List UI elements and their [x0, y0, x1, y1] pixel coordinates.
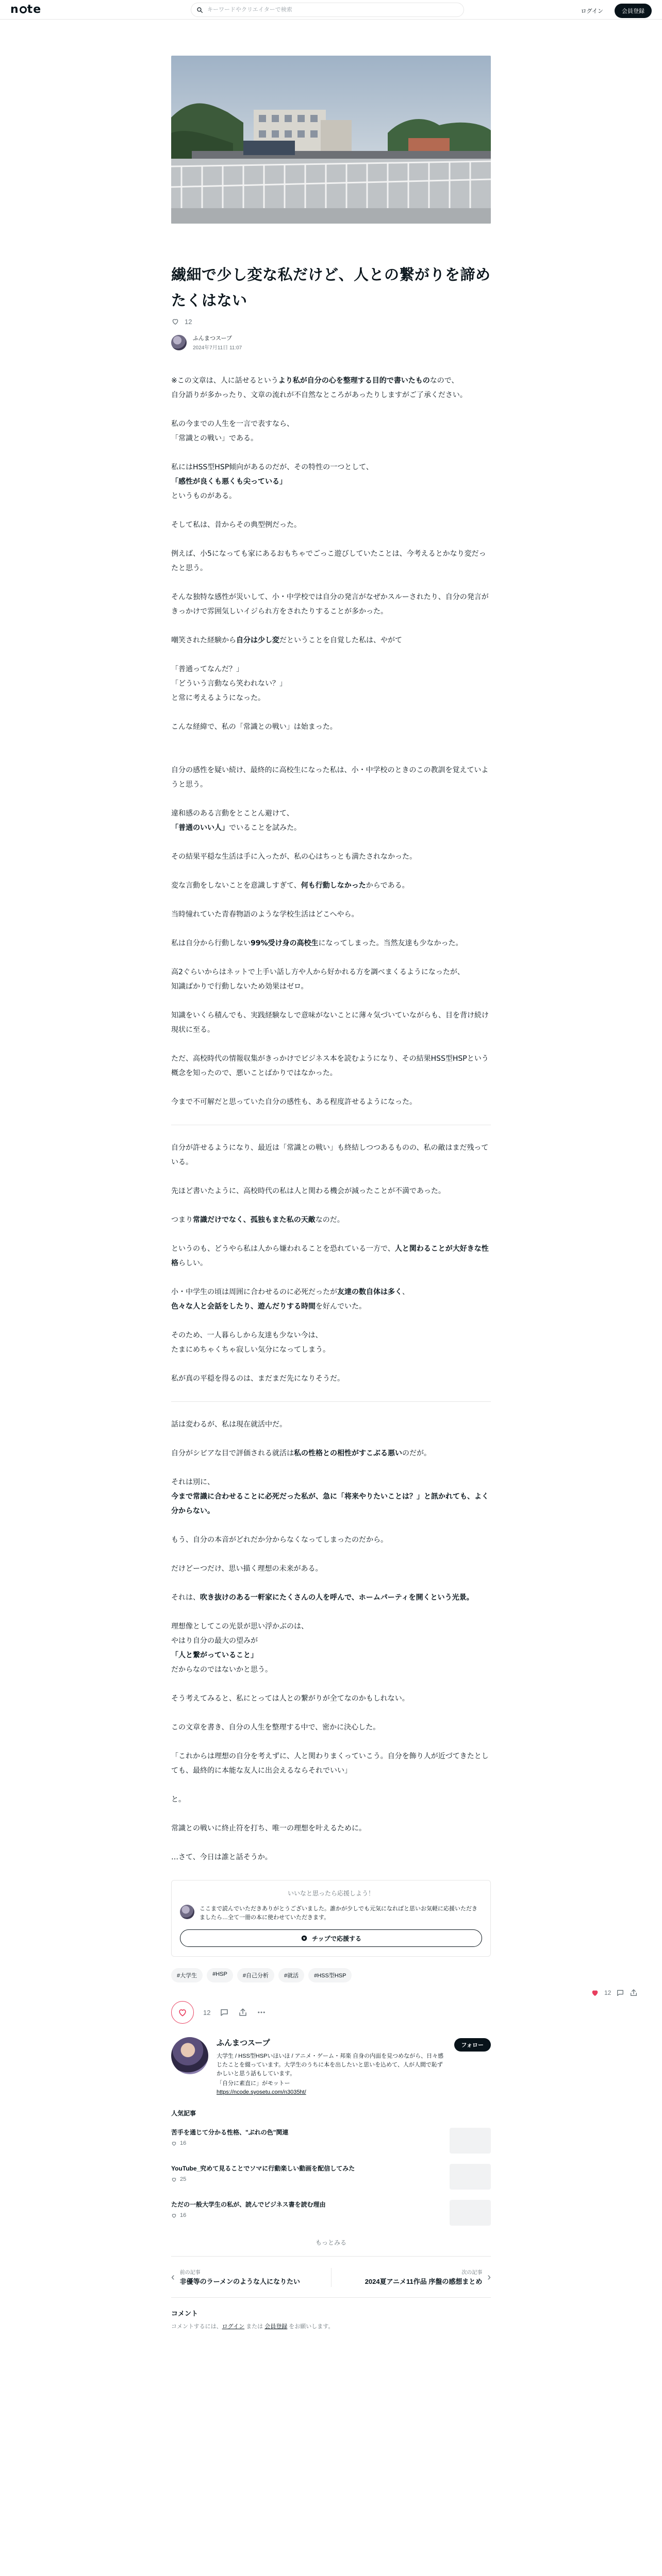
creator-bio-motto: 「自分に素直に」がモットー [217, 2080, 290, 2087]
body-text: 高2ぐらいからはネットで上手い話し方や人から好かれる方を調べまくるようになったが、 [171, 968, 465, 976]
body-text: 話は変わるが、私は現在就活中だ。 [171, 1420, 287, 1429]
body-text: 自分語りが多かったり、文章の流れが不自然なところがあったりしますがご了承ください。 [171, 391, 467, 399]
comment-prompt-pre: コメントするには、 [171, 2324, 222, 2330]
creator-avatar[interactable] [171, 2037, 208, 2074]
prev-article-link[interactable] [171, 2268, 331, 2287]
body-text: そして私は、昔からその典型例だった。 [171, 521, 301, 529]
body-paragraph [171, 1242, 491, 1270]
body-paragraph [171, 965, 491, 979]
eyecatch-image [171, 56, 491, 224]
tag-item[interactable]: #自己分析 [237, 1968, 274, 1982]
comment-prompt-post: をお願いします。 [287, 2324, 334, 2330]
popular-item-title[interactable]: YouTube_究めて見ることでソマに行動楽しい動画を配信してみた [171, 2165, 355, 2172]
body-text: 自分がシビアな目で評価される就活は [171, 1449, 294, 1458]
body-text: のだが。 [402, 1449, 431, 1458]
login-button[interactable]: ログイン [575, 4, 609, 18]
popular-item-thumbnail[interactable] [450, 2164, 491, 2190]
body-paragraph [171, 1328, 491, 1343]
body-text: こんな経緯で、私の「常識との戦い」は始まった。 [171, 723, 337, 731]
body-paragraph [171, 1634, 491, 1648]
body-paragraph [171, 676, 491, 691]
support-lead: いいなと思ったら応援しよう！ [287, 1890, 374, 1897]
body-text: 理想像としてこの光景が思い浮かぶのは、 [171, 1622, 308, 1631]
body-emphasis: 人と関わることが大好きな性格 [171, 1245, 489, 1267]
popular-item-likes: 16 [180, 2140, 187, 2146]
body-paragraph [171, 691, 491, 705]
popular-heading: 人気記事 [171, 2110, 196, 2117]
body-text: そう考えてみると、私にとっては人との繋がりが全てなのかもしれない。 [171, 1694, 409, 1703]
note-logo[interactable]: n te [10, 3, 42, 16]
body-text: なのだ。 [315, 1216, 344, 1224]
tag-item[interactable]: #就活 [278, 1968, 304, 1982]
body-emphasis: 吹き抜けのある一軒家にたくさんの人を呼んで、ホームパーティを開くという光景。 [200, 1594, 474, 1602]
body-text: それは別に、 [171, 1478, 214, 1486]
body-paragraph [171, 474, 491, 489]
body-text: それは、 [171, 1594, 200, 1602]
body-text: 例えば、小5になっても家にあるおもちゃでごっこ遊びしていたことは、今考えるとかなり変だったと思う。 [171, 550, 486, 572]
next-label: 次の記事 [461, 2270, 483, 2276]
body-paragraph [171, 1446, 491, 1461]
body-text: 自分の感性を疑い続け、最終的に高校生になった私は、小・中学校のときのこの教訓を覚えていようと思う。 [171, 766, 489, 789]
floating-actions [591, 1989, 638, 1997]
body-text: と。 [171, 1795, 186, 1804]
body-text: やはり自分の最大の望みが [171, 1637, 258, 1645]
body-text: なので、 [429, 377, 459, 385]
body-paragraph [171, 1663, 491, 1677]
creator-card [171, 2037, 491, 2095]
svg-text:¥: ¥ [303, 1936, 306, 1941]
tag-item[interactable]: #HSP [207, 1968, 233, 1982]
body-emphasis: 99%受け身の高校生 [251, 939, 319, 947]
body-text: 変な言動をしないことを意識しすぎて、 [171, 882, 301, 890]
body-text: ただ、高校時代の情報収集がきっかけでビジネス本を読むようになり、その結果HSS型HSPという概念を知ったので、悪いことばかりではなかった。 [171, 1055, 489, 1077]
comment-icon[interactable] [220, 2008, 229, 2017]
body-text: だけどーつだけ、思い描く理想の未来がある。 [171, 1565, 323, 1573]
body-emphasis: より私が自分の心を整理する目的で書いたもの [278, 377, 430, 385]
prev-next-nav [171, 2268, 491, 2298]
body-text: らしい。 [178, 1259, 207, 1267]
body-emphasis: 私の性格との相性がすこぶる悪い [294, 1449, 402, 1458]
body-text: 私にはHSS型HSP傾向があるのだが、その特性の一つとして、 [171, 463, 373, 471]
body-paragraph [171, 460, 491, 474]
body-text: 先ほど書いたように、高校時代の私は人と関わる機会が減ったことが不満であった。 [171, 1187, 445, 1195]
body-text: 知識をいくら積んでも、実践経験なしで意味がないことに薄々気づいていながらも、目を背け続け現状に至る。 [171, 1011, 489, 1034]
body-emphasis: 「普通のいい人」 [171, 824, 229, 832]
body-text: 知識ばかりで行動しないため効果はゼロ。 [171, 982, 308, 991]
search-icon [196, 7, 203, 13]
body-text: この文章を書き、自分の人生を整理する中で、密かに決心した。 [171, 1723, 380, 1732]
body-emphasis: 「人と繋がっていること」 [171, 1651, 258, 1659]
body-paragraph [171, 907, 491, 922]
body-emphasis: 友達の数自体は多く [337, 1288, 402, 1296]
body-text: でいることを試みた。 [229, 824, 301, 832]
heart-icon[interactable] [171, 317, 179, 326]
body-paragraph [171, 1691, 491, 1706]
popular-item-thumbnail[interactable] [450, 2128, 491, 2154]
body-text: 小・中学生の頃は周囲に合わせるのに必死だったが [171, 1288, 337, 1296]
popular-item-likes: 16 [180, 2212, 187, 2218]
body-paragraph [171, 806, 491, 821]
popular-item-title[interactable]: 苦手を通じて分かる性格、"ぶれの色"関連 [171, 2129, 289, 2136]
body-paragraph [171, 633, 491, 648]
body-text: たまにめちゃくちゃ寂しい気分になってしまう。 [171, 1346, 330, 1354]
body-paragraph [171, 374, 491, 388]
comment-heading: コメント [171, 2310, 198, 2317]
body-text: 嘲笑された経験から [171, 636, 236, 645]
body-paragraph [171, 1008, 491, 1037]
body-paragraph [171, 1720, 491, 1735]
publish-date: 2024年7月11日 11:07 [193, 345, 242, 351]
body-paragraph [171, 489, 491, 503]
body-paragraph [171, 1417, 491, 1432]
search-box[interactable] [191, 3, 464, 17]
body-text: 、 [402, 1288, 409, 1296]
body-paragraph [171, 1821, 491, 1836]
body-paragraph [171, 1299, 491, 1314]
body-paragraph [171, 1475, 491, 1489]
body-paragraph [171, 662, 491, 676]
body-paragraph [171, 1213, 491, 1227]
body-paragraph [171, 1141, 491, 1170]
body-text: 私は自分から行動しない [171, 939, 251, 947]
body-paragraph [171, 1648, 491, 1663]
heart-icon [171, 2177, 177, 2182]
body-text: そんな独特な感性が災いして、小・中学校では自分の発言がなぜかスルーされたり、自分の発言がきっかけで雰囲気しいイジられ方をされたりすることが多かった。 [171, 593, 489, 616]
tip-button[interactable] [180, 1929, 482, 1947]
body-text: 私が真の平穏を得るのは、まだまだ先になりそうだ。 [171, 1375, 344, 1383]
prev-label: 前の記事 [179, 2270, 201, 2276]
like-count: 12 [203, 2008, 211, 2016]
comment-prompt-mid: または [244, 2324, 265, 2330]
heart-icon [171, 2213, 177, 2218]
tip-icon [301, 1935, 308, 1942]
like-button[interactable] [171, 2001, 194, 2024]
article-body [171, 374, 491, 1865]
body-paragraph [171, 763, 491, 792]
popular-item-title[interactable]: ただの一般大学生の私が、読んでビジネス書を読む理由 [171, 2201, 326, 2208]
body-text: になってしまった。当然友達も少なかった。 [318, 939, 463, 947]
comment-icon[interactable] [616, 1989, 624, 1997]
body-paragraph [171, 1489, 491, 1518]
support-message: ここまで読んでいただきありがとうございました。誰かが少しでも元気になればと思いお気軽に応援いただきましたら…全て一冊の本に使わせていただきます。 [200, 1906, 477, 1921]
popular-item-thumbnail[interactable] [450, 2200, 491, 2226]
body-text: 違和感のある言動をとことん避けて、 [171, 809, 294, 818]
body-emphasis: 常識だけでなく、孤独もまた私の天敵 [193, 1216, 316, 1224]
body-text: だということを自覚した私は、やがて [279, 636, 402, 645]
body-paragraph [171, 518, 491, 532]
body-paragraph [171, 878, 491, 893]
creator-bio: 大学生 / HSS型HSPいほいほ / アニメ・ゲーム・邦楽 自身の内面を見つめながら、日々感じたことを綴っています。大学生のうちに本を出したいと思いを込めて、人が人間で恥ずかしいと思う話もしています。 [217, 2053, 444, 2077]
body-paragraph [171, 1590, 491, 1605]
body-paragraph [171, 936, 491, 951]
signup-button[interactable]: 会員登録 [615, 4, 652, 18]
body-paragraph [171, 1095, 491, 1109]
body-emphasis: 色々な人と会話をしたり、遊んだりする時間 [171, 1302, 316, 1311]
body-text: 当時憧れていた青春物語のような学校生活はどこへやら。 [171, 910, 359, 919]
body-text: 自分が許せるようになり、最近は「常識との戦い」も終結しつつあるものの、私の敵はまだ残っている。 [171, 1144, 489, 1166]
heart-icon[interactable] [591, 1989, 599, 1997]
popular-item[interactable] [171, 2164, 491, 2190]
body-text: というものがある。 [171, 492, 236, 500]
body-text: だからなのではないかと思う。 [171, 1666, 272, 1674]
tag-item[interactable]: #大学生 [171, 1968, 203, 1982]
support-avatar [180, 1905, 194, 1919]
body-text: 「これからは理想の自分を考えずに、人と関わりまくっていこう。自分を飾り人が近づてきたとしても、最終的に本能な友人に出会えるならそれでいい」 [171, 1752, 489, 1775]
body-text: 常識との戦いに終止符を打ち、唯一の理想を叶えるために。 [171, 1824, 366, 1833]
body-text: と常に考えるようになった。 [171, 694, 265, 702]
body-paragraph [171, 1343, 491, 1357]
comment-section [171, 2308, 491, 2330]
follow-button[interactable]: フォロー [454, 2038, 491, 2052]
body-paragraph [171, 1285, 491, 1299]
share-icon[interactable] [238, 2008, 247, 2017]
body-text: 今まで不可解だと思っていた自分の感性も、ある程度許せるようになった。 [171, 1098, 417, 1106]
body-text: というのも、どうやら私は人から嫌われることを恐れている一方で、 [171, 1245, 395, 1253]
heart-icon [171, 2141, 177, 2146]
share-icon[interactable] [630, 1989, 638, 1997]
body-paragraph [171, 850, 491, 864]
body-text: 私の今までの人生を一言で表すなら、 [171, 420, 294, 428]
tag-item[interactable]: #HSS型HSP [308, 1968, 352, 1982]
body-text: を好んでいた。 [316, 1302, 366, 1311]
creator-name[interactable]: ふんまつスープ [217, 2039, 270, 2047]
more-icon[interactable] [257, 2008, 266, 2017]
body-paragraph [171, 1850, 491, 1865]
popular-articles [171, 2109, 491, 2257]
body-paragraph [171, 720, 491, 734]
comment-login-link[interactable]: ログイン [222, 2324, 245, 2330]
prev-title[interactable]: 非優等のラーメンのような人になりたい [179, 2278, 301, 2285]
body-text: その結果平穏な生活は手に入ったが、私の心はちっとも満たされなかった。 [171, 853, 417, 861]
body-text: からである。 [366, 882, 409, 890]
article-column [171, 56, 491, 2330]
body-paragraph [171, 1371, 491, 1386]
body-paragraph [171, 547, 491, 575]
body-emphasis: 「感性が良くも悪くも尖っている」 [171, 478, 287, 486]
creator-link[interactable]: https://ncode.syosetu.com/n3035ht/ [217, 2089, 306, 2095]
body-paragraph [171, 1052, 491, 1080]
comment-prompt [171, 2322, 491, 2330]
support-box [171, 1880, 491, 1957]
article-actions [171, 2001, 491, 2024]
float-like-count: 12 [604, 1989, 611, 1996]
body-paragraph [171, 1792, 491, 1807]
chevron-left-icon: ‹ [171, 2272, 175, 2283]
tag-list [171, 1968, 491, 1982]
body-emphasis: 今まで常識に合わせることに必死だった私が、急に「将来やりたいことは？」と訊かれても、よく分からない。 [171, 1493, 489, 1515]
body-paragraph [171, 417, 491, 431]
popular-item[interactable] [171, 2128, 491, 2154]
body-text: 「常識との戦い」である。 [171, 434, 258, 443]
body-paragraph [171, 821, 491, 835]
next-title[interactable]: 2024夏アニメ11作品 序盤の感想まとめ [365, 2278, 483, 2285]
article-title: 繊細で少し変な私だけど、人との繋がりを諦めたくはない [171, 266, 491, 309]
body-paragraph [171, 1184, 491, 1198]
like-count: 12 [185, 317, 192, 326]
body-paragraph [171, 1749, 491, 1778]
body-emphasis: 自分は少し変 [236, 636, 279, 645]
author-avatar[interactable] [171, 335, 187, 350]
body-paragraph [171, 1562, 491, 1576]
next-article-link[interactable] [331, 2268, 491, 2287]
body-paragraph [171, 979, 491, 994]
body-paragraph [171, 388, 491, 402]
body-text: 「どういう言動なら笑われない？」 [171, 680, 287, 688]
tip-button-label: チップで応援する [311, 1935, 361, 1942]
title-like-row [171, 317, 491, 326]
popular-item-likes: 25 [180, 2176, 187, 2182]
heart-icon [177, 2007, 188, 2018]
body-emphasis: 何も行動しなかった [301, 882, 366, 890]
body-text: …さて、今日は誰と話そうか。 [171, 1853, 272, 1861]
comment-signup-link[interactable]: 会員登録 [264, 2324, 288, 2330]
body-paragraph [171, 590, 491, 619]
body-text: ※この文章は、人に話せるという [171, 377, 278, 385]
body-text: もう、自分の本音がどれだか分からなくなってしまったのだから。 [171, 1536, 388, 1544]
body-text: 「普通ってなんだ？」 [171, 665, 243, 673]
more-popular-link[interactable]: もっとみる [171, 2238, 491, 2257]
body-paragraph [171, 1533, 491, 1547]
chevron-right-icon: › [487, 2272, 491, 2283]
section-divider [171, 1401, 491, 1402]
body-paragraph [171, 431, 491, 446]
author-row [171, 334, 491, 351]
author-name[interactable]: ふんまつスープ [193, 335, 232, 342]
body-text: つまり [171, 1216, 193, 1224]
body-text: そのため、一人暮らしから友達も少ない今は、 [171, 1331, 323, 1340]
search-input[interactable] [207, 7, 458, 13]
global-header [0, 0, 662, 20]
body-paragraph [171, 1619, 491, 1634]
popular-item[interactable] [171, 2200, 491, 2226]
